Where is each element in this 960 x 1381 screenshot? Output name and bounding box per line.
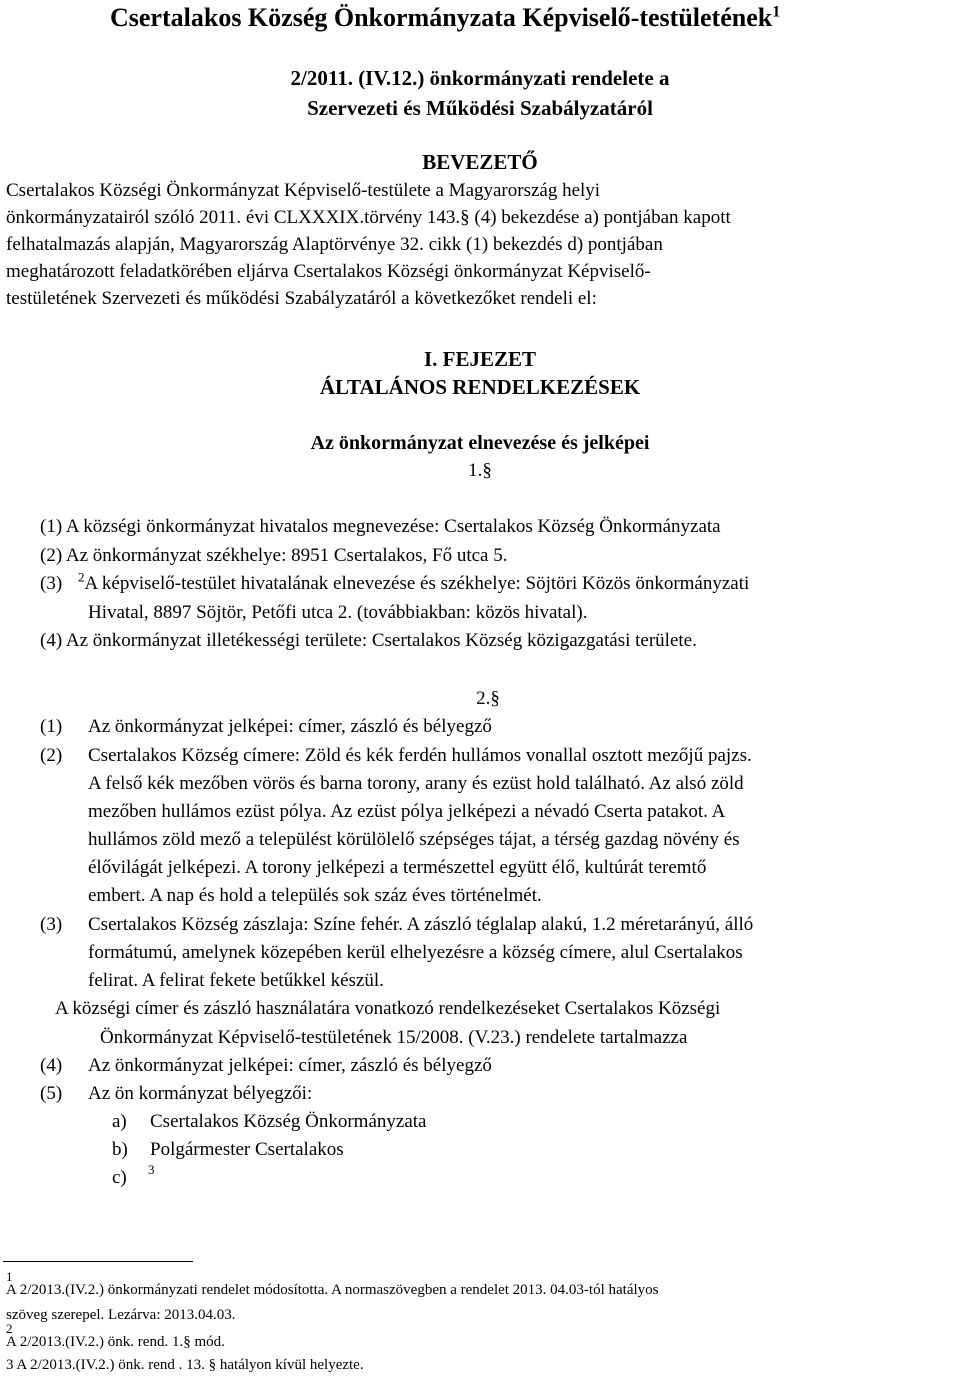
stamp-item-a-label: a) [112,1111,127,1132]
section-2-item-3-line-2: formátumú, amelynek közepében kerül elhelyezésre a község címere, alul Csertalakos [88,942,743,963]
footnote-2-mark[interactable]: 2 [78,569,85,585]
stamp-item-a: Csertalakos Község Önkormányzata [150,1111,427,1132]
section-1-item-4: (4) Az önkormányzat illetékességi területe: Csertalakos Község közigazgatási területe. [40,630,697,651]
section-1-item-3-text: A képviselő-testület hivatalának elnevezése és székhelye: Söjtöri Közös önkormányzati [84,573,750,594]
document-title [110,3,780,33]
footnote-3-mark-text: 3 [148,1162,155,1177]
section-1-item-3-line-1 [78,569,750,595]
stamp-item-b: Polgármester Csertalakos [150,1139,344,1160]
decree-line-2: Szervezeti és Működési Szabályzatáról [307,96,653,120]
footnote-1-line-2: szöveg szerepel. Lezárva: 2013.04.03. [6,1307,236,1323]
section-2-item-1-number: (1) [40,716,63,737]
section-2-item-2-line-1: Csertalakos Község címere: Zöld és kék ferdén hullámos vonallal osztott mezőjű pajzs. [88,745,752,766]
section-2-item-3-line-3: felirat. A felirat fekete betűkkel készül. [88,970,384,991]
footnote-1-line-1: A 2/2013.(IV.2.) önkormányzati rendelet módosította. A normaszövegben a rendelet 2013. 04.03-tól hatályos [6,1282,659,1298]
footnote-3-text: 3 A 2/2013.(IV.2.) önk. rend . 13. § hatályon kívül helyezte. [6,1357,364,1373]
section-2-item-2-line-2: A felső kék mezőben vörös és barna torony, arany és ezüst hold található. Az alsó zöld [88,773,744,794]
stamp-item-b-label: b) [112,1139,128,1160]
footnote-2-number: 2 [6,1321,13,1336]
section-2-item-2-line-6: embert. A nap és hold a település sok száz éves történelmét. [88,885,542,906]
title-footnote-mark[interactable]: 1 [772,3,781,21]
section-1-item-2: (2) Az önkormányzat székhelye: 8951 Csertalakos, Fő utca 5. [40,545,508,566]
reference-line-1: A községi címer és zászló használatára vonatkozó rendelkezéseket Csertalakos Községi [55,998,721,1019]
section-2-item-2-number: (2) [40,745,63,766]
section-2-heading: 2.§ [476,688,500,709]
decree-line-1: 2/2011. (IV.12.) önkormányzati rendelete a [290,66,670,90]
preamble-line-4: meghatározott feladatkörében eljárva Csertalakos Községi önkormányzat Képviselő- [6,261,651,282]
section-2-item-5-number: (5) [40,1083,63,1104]
section-1-item-3-line-2: Hivatal, 8897 Söjtör, Petőfi utca 2. (továbbiakban: közös hivatal). [88,602,588,623]
preamble-line-1: Csertalakos Községi Önkormányzat Képviselő-testülete a Magyarország helyi [6,180,601,201]
stamp-item-c-label: c) [112,1167,127,1188]
title-text: Csertalakos Község Önkormányzata Képviselő-testületének [110,3,773,32]
section-1-item-3-number: (3) [40,573,63,594]
chapter-number: I. FEJEZET [423,347,537,371]
section-2-item-3-number: (3) [40,914,63,935]
section-2-item-2-line-3: mezőben hullámos ezüst pólya. Az ezüst pólya jelképezi a névadó Cserta patakot. A [88,801,726,822]
preamble-line-3: felhatalmazás alapján, Magyarország Alaptörvénye 32. cikk (1) bekezdés d) pontjában [6,234,663,255]
footnote-1-mark: 1 [6,1269,13,1284]
preamble-line-2: önkormányzatairól szóló 2011. évi CLXXXIX.törvény 143.§ (4) bekezdése a) pontjában kapott [6,207,731,228]
section-1-item-1: (1) A községi önkormányzat hivatalos megnevezése: Csertalakos Község Önkormányzata [40,516,721,537]
section-2-item-1: Az önkormányzat jelképei: címer, zászló és bélyegző [88,716,492,737]
preamble-line-5: testületének Szervezeti és működési Szabályzatáról a következőket rendeli el: [6,288,597,309]
section-2-item-3-line-1: Csertalakos Község zászlaja: Színe fehér. A zászló téglalap alakú, 1.2 méretarányú, álló [88,914,754,935]
chapter-subtitle: Az önkormányzat elnevezése és jelképei [310,432,650,454]
section-1-heading: 1.§ [468,460,492,481]
section-2-item-5: Az ön kormányzat bélyegzői: [88,1083,313,1104]
footnote-divider [3,1261,193,1262]
reference-line-2: Önkormányzat Képviselő-testületének 15/2008. (V.23.) rendelete tartalmazza [100,1027,688,1048]
section-2-item-2-line-4: hullámos zöld mező a települést körülölelő szépséges tájat, a térség gazdag növény és [88,829,740,850]
preamble-heading: BEVEZETŐ [422,150,538,174]
footnote-3-mark[interactable] [148,1158,155,1180]
section-2-item-2-line-5: élővilágát jelképezi. A torony jelképezi a természettel együtt élő, kultúrát teremtő [88,857,707,878]
section-2-item-4: Az önkormányzat jelképei: címer, zászló és bélyegző [88,1055,492,1076]
footnote-2-text: A 2/2013.(IV.2.) önk. rend. 1.§ mód. [6,1334,225,1350]
chapter-title: ÁLTALÁNOS RENDELKEZÉSEK [319,375,641,399]
section-2-item-4-number: (4) [40,1055,63,1076]
